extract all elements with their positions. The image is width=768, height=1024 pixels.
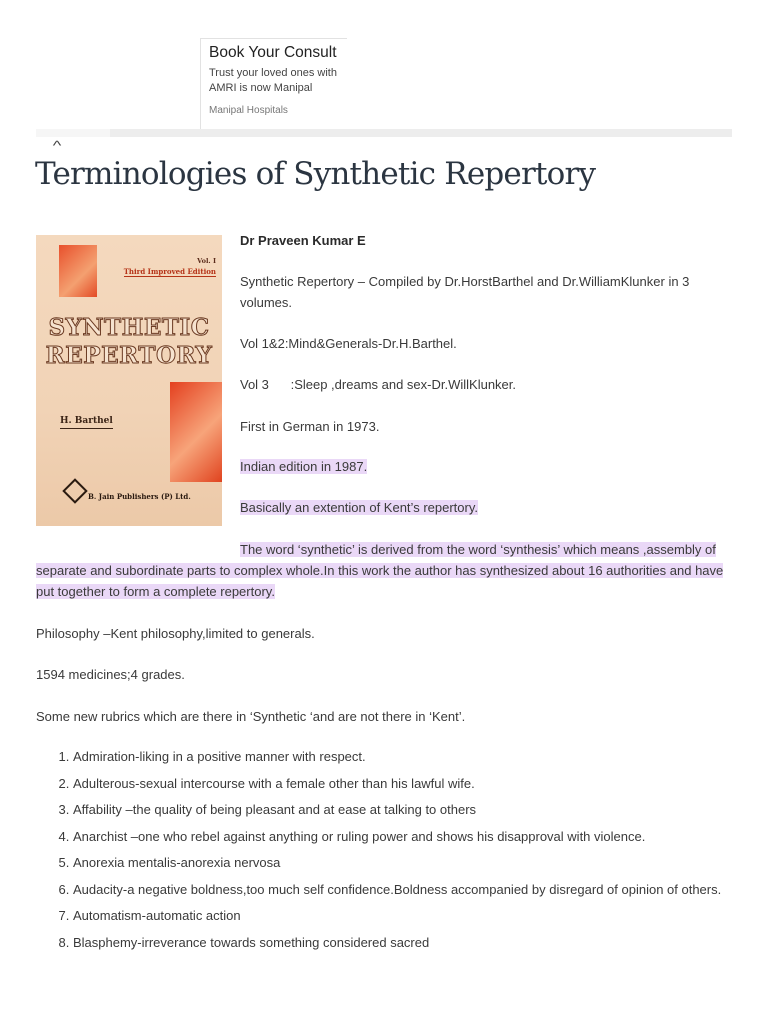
paragraph: Philosophy –Kent philosophy,limited to generals. (36, 626, 315, 641)
cover-title-line1: SYNTHETIC (48, 314, 210, 341)
paragraph: Vol 3 :Sleep ,dreams and sex-Dr.WillKlunker. (240, 377, 517, 392)
list-item: 3. Affability –the quality of being pleasant and at ease at talking to others (73, 799, 753, 820)
cover-volume: Vol. I (197, 257, 216, 265)
publisher-logo-icon (62, 478, 87, 503)
cover-decoration (170, 382, 222, 482)
highlight: Basically an extention of Kent’s repertory. (240, 500, 478, 515)
cover-author: H. Barthel (60, 416, 113, 429)
list-item: 6. Audacity-a negative boldness,too much self confidence.Boldness accompanied by disregard of opinion of others. (73, 879, 753, 900)
paragraph: Vol 1&2:Mind&Generals-Dr.H.Barthel. (240, 336, 457, 351)
ad-text: Trust your loved ones with AMRI is now Manipal (209, 67, 337, 94)
paragraph: Synthetic Repertory – Compiled by Dr.HorstBarthel and Dr.WilliamKlunker in 3 volumes. (240, 274, 690, 310)
paragraph-highlighted (240, 456, 367, 477)
cover-title-line2: REPERTORY (45, 342, 213, 369)
paragraph: First in German in 1973. (240, 419, 380, 434)
ad-source: Manipal Hospitals (209, 105, 288, 116)
cover-edition: Third Improved Edition (123, 267, 216, 276)
ad-divider (36, 129, 732, 137)
list-item: 4. Anarchist –one who rebel against anything or ruling power and shows his disapproval with violence. (73, 826, 753, 847)
paragraph: 1594 medicines;4 grades. (36, 667, 185, 682)
chevron-up-icon[interactable]: ^ (52, 138, 62, 153)
article-author: Dr Praveen Kumar E (240, 233, 366, 248)
ad-divider-light (36, 129, 110, 137)
ad-title[interactable]: Book Your Consult (209, 44, 337, 61)
list-item: 8. Blasphemy-irreverance towards something considered sacred (73, 932, 753, 953)
cover-publisher: B. Jain Publishers (P) Ltd. (88, 492, 191, 501)
ad-card[interactable] (200, 38, 347, 131)
paragraph-highlighted (240, 497, 478, 518)
paragraph: Some new rubrics which are there in ‘Synthetic ‘and are not there in ‘Kent’. (36, 709, 466, 724)
highlight: The word ‘synthetic’ is derived from the word ‘synthesis’ which means ,assembly of separate and subordinate parts to complex whole.In this work the author has synthesized about 16 authorities and have put together to form a complete repertory. (36, 542, 724, 599)
paragraph-highlighted (36, 539, 736, 602)
cover-decoration (59, 245, 97, 297)
list-item: 2. Adulterous-sexual intercourse with a female other than his lawful wife. (73, 773, 753, 794)
list-item: 5. Anorexia mentalis-anorexia nervosa (73, 852, 753, 873)
book-cover-image (36, 235, 222, 526)
page-title: Terminologies of Synthetic Repertory (35, 156, 596, 192)
list-item: 7. Automatism-automatic action (73, 905, 753, 926)
highlight: Indian edition in 1987. (240, 459, 368, 474)
rubrics-list (36, 746, 753, 958)
list-item: 1. Admiration-liking in a positive manner with respect. (73, 746, 753, 767)
